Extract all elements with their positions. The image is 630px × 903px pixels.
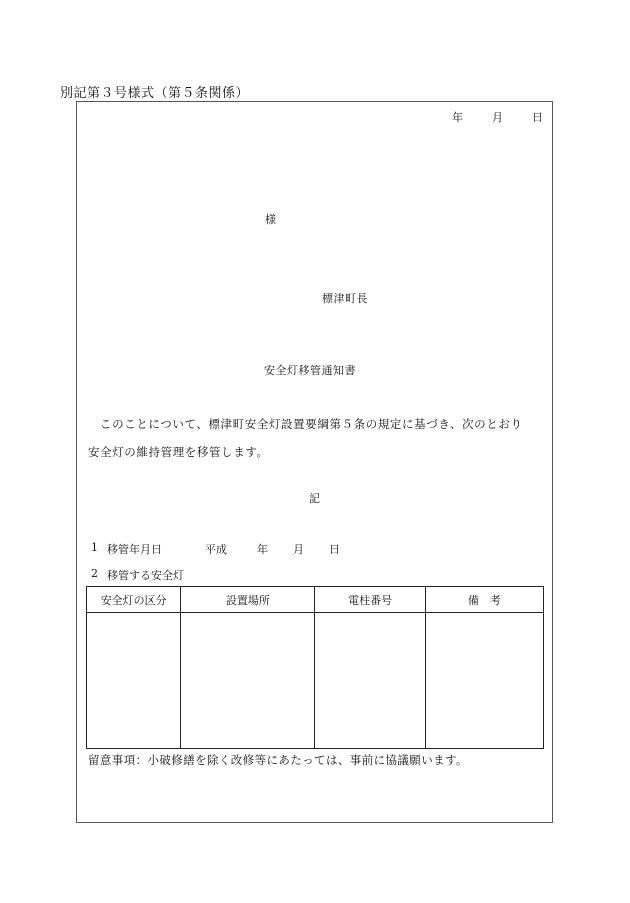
- cell-light-category[interactable]: [87, 613, 181, 749]
- item-1-number: 1: [91, 541, 98, 554]
- document-title: 安全灯移管通知書: [264, 364, 356, 377]
- form-identifier: 別記第３号様式（第５条関係）: [60, 86, 250, 101]
- cell-remarks[interactable]: [425, 613, 543, 749]
- item-1-year: 年: [257, 543, 268, 556]
- caution-note: 留意事項：小破修繕を除く改修等にあたっては、事前に協議願います。: [88, 753, 468, 767]
- safety-lights-table: [86, 586, 544, 749]
- ki-heading: 記: [309, 492, 320, 505]
- header-remarks: 備 考: [425, 587, 543, 613]
- header-light-category: 安全灯の区分: [87, 587, 181, 613]
- date-day-label: 日: [532, 111, 543, 124]
- item-1-day: 日: [329, 543, 340, 556]
- item-1-era: 平成: [205, 543, 227, 556]
- sender-name: 標津町長: [322, 292, 368, 305]
- item-2-number: 2: [91, 567, 98, 580]
- body-line-1: このことについて、標津町安全灯設置要綱第５条の規定に基づき、次のとおり: [100, 417, 523, 431]
- table-row: [87, 613, 544, 749]
- date-year-label: 年: [452, 111, 463, 124]
- body-paragraph: [88, 410, 548, 466]
- date-month-label: 月: [492, 111, 503, 124]
- table-header-row: [87, 587, 544, 613]
- item-2-label: 移管する安全灯: [107, 569, 184, 582]
- item-1-label: 移管年月日: [107, 543, 162, 556]
- date-line: [452, 109, 543, 125]
- cell-installation-location[interactable]: [181, 613, 315, 749]
- item-1-month: 月: [293, 543, 304, 556]
- header-installation-location: 設置場所: [181, 587, 315, 613]
- transfer-lights-item: [91, 567, 184, 583]
- transfer-date-item: [91, 541, 340, 557]
- header-pole-number: 電柱番号: [315, 587, 425, 613]
- body-line-2: 安全灯の維持管理を移管します。: [88, 445, 269, 459]
- cell-pole-number[interactable]: [315, 613, 425, 749]
- addressee-suffix: 様: [265, 213, 276, 226]
